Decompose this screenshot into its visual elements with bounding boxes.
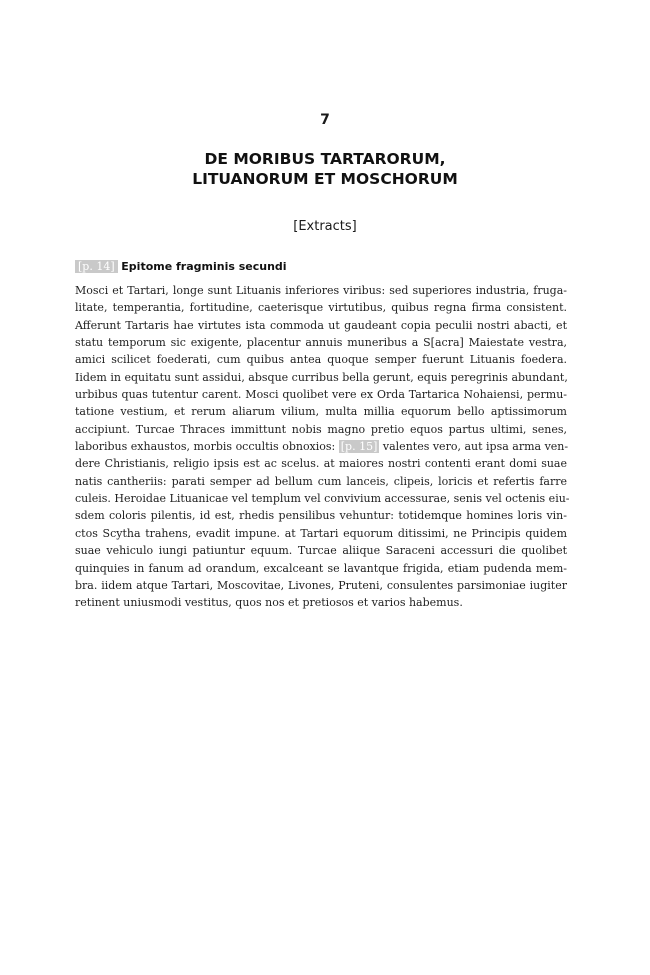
body-text <box>75 282 570 612</box>
text-line: litate, temperantia, fortitudine, caeterisque virtutibus, quibus regna firma consistent. <box>75 301 567 315</box>
text-line: Afferunt Tartaris hae virtutes ista commoda ut gaudeant copia peculii nostri abacti, et <box>75 318 567 332</box>
section-heading <box>75 258 585 275</box>
chapter-number: 7 <box>320 112 330 128</box>
text-line: urbibus quas tutentur carent. Mosci quolibet vere ex Orda Tartarica Nohaiensi, permu- <box>75 388 567 402</box>
text-line: quinquies in fanum ad orandum, excalceant se lavantque frigida, etiam pudenda mem- <box>75 561 567 575</box>
page-marker-inline: [p. 15] <box>340 440 378 454</box>
chapter-title-line-2: LITUANORUM ET MOSCHORUM <box>192 170 458 188</box>
text-line: tatione vestium, et rerum aliarum vilium, multa millia equorum bello aptissimorum <box>75 405 567 419</box>
text-line: sdem coloris pilentis, id est, rhedis pensilibus vehuntur: totidemque homines loris vin- <box>75 509 567 523</box>
page-marker: [p. 14] <box>75 260 118 273</box>
text-line: natis cantheriis: parati semper ad bellum cum lanceis, clipeis, loricis et refertis farre <box>75 474 567 488</box>
text-line: amici scilicet foederati, cum quibus antea quoque semper fuerunt Lituanis foedera. <box>75 353 567 367</box>
text-line: accipiunt. Turcae Thraces immittunt nobis magno pretio equos partus ultimi, senes, <box>75 422 567 436</box>
section-heading-text: Epitome fragminis secundi <box>121 260 287 273</box>
text-line: retinent uniusmodi vestitus, quos nos et pretiosos et varios habemus. <box>75 596 463 610</box>
chapter-subtitle: [Extracts] <box>293 219 357 234</box>
text-line: dere Christianis, religio ipsis est ac scelus. at maiores nostri contenti erant domi suae <box>75 457 567 471</box>
text-line: culeis. Heroidae Lituanicae vel templum vel convivium accessurae, senis vel octenis eiu- <box>75 492 570 506</box>
chapter-title-line-1: DE MORIBUS TARTARORUM, <box>204 150 446 168</box>
text-line: Mosci et Tartari, longe sunt Lituanis inferiores viribus: sed superiores industria, fruga- <box>75 284 567 297</box>
text-line: ctos Scytha trahens, evadit impune. at Tartari equorum ditissimi, ne Principis quidem <box>75 526 567 540</box>
text-line: bra. iidem atque Tartari, Moscovitae, Livones, Pruteni, consulentes parsimoniae iugiter <box>75 578 567 592</box>
text-line-with-marker <box>75 438 567 455</box>
chapter-title <box>0 149 650 189</box>
text-line: suae vehiculo iungi patiuntur equum. Turcae aliique Saraceni accessuri die quolibet <box>75 544 567 558</box>
text-fragment: valentes vero, aut ipsa arma ven- <box>382 440 569 454</box>
text-line: statu temporum sic exigente, placentur annuis muneribus a S[acra] Maiestate vestra, <box>75 336 567 350</box>
text-line: Iidem in equitatu sunt assidui, absque curribus bella gerunt, equis peregrinis abundant, <box>75 370 568 384</box>
text-fragment: laboribus exhaustos, morbis occultis obnoxios: <box>75 440 336 454</box>
